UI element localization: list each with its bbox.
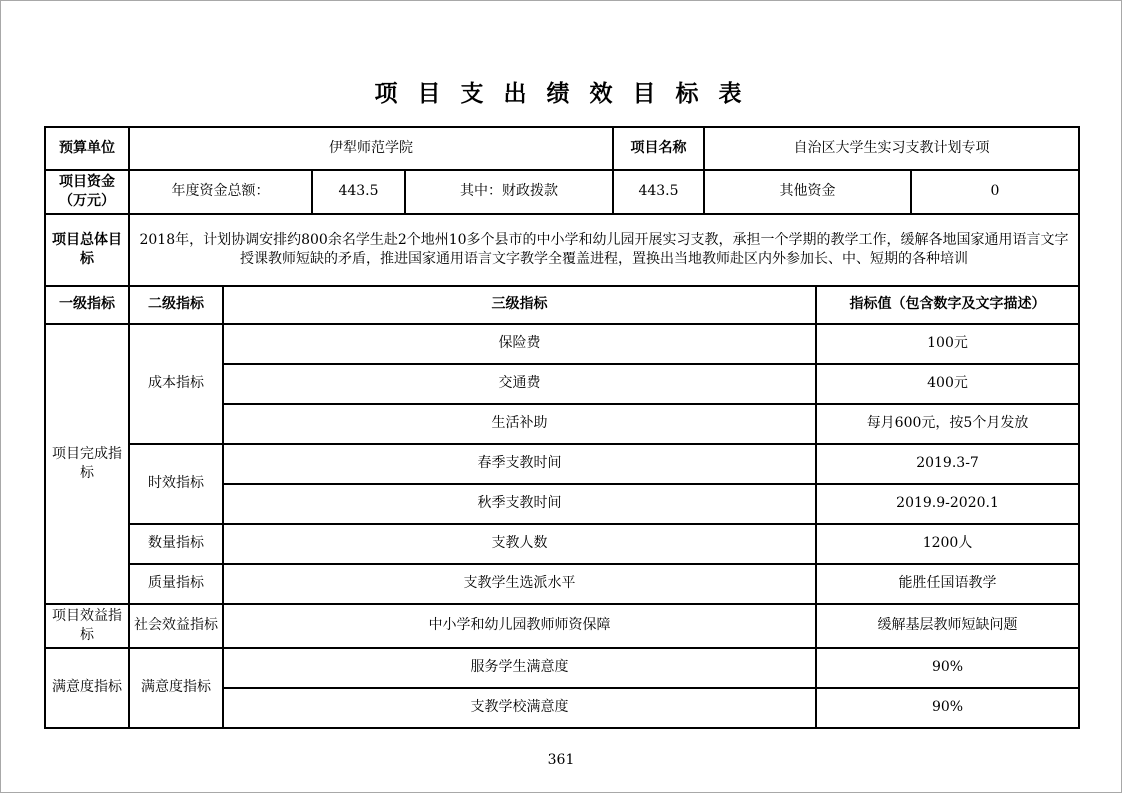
l2-quality: 质量指标 <box>129 564 223 604</box>
table-row <box>45 564 1079 604</box>
table-row <box>45 444 1079 484</box>
project-name-label: 项目名称 <box>613 127 704 170</box>
l2-satisfaction: 满意度指标 <box>129 648 223 728</box>
value-school-satisfaction: 90% <box>816 688 1079 728</box>
l3-student-selection-level: 支教学生选派水平 <box>223 564 816 604</box>
l3-teaching-headcount: 支教人数 <box>223 524 816 564</box>
l3-student-satisfaction: 服务学生满意度 <box>223 648 816 688</box>
annual-total-label: 年度资金总额： <box>129 170 312 214</box>
l3-teacher-staffing-guarantee: 中小学和幼儿园教师师资保障 <box>223 604 816 648</box>
fiscal-allocation-label: 其中：财政拨款 <box>405 170 613 214</box>
project-funds-label: 项目资金（万元） <box>45 170 129 214</box>
l3-spring-teaching-time: 春季支教时间 <box>223 444 816 484</box>
table-row <box>45 324 1079 364</box>
l1-satisfaction: 满意度指标 <box>45 648 129 728</box>
table-row <box>45 170 1079 214</box>
page-number: 361 <box>547 752 575 768</box>
performance-target-table <box>44 126 1080 729</box>
table-row <box>45 127 1079 170</box>
table-row <box>45 214 1079 286</box>
l3-autumn-teaching-time: 秋季支教时间 <box>223 484 816 524</box>
l3-insurance-fee: 保险费 <box>223 324 816 364</box>
annual-total-value: 443.5 <box>312 170 405 214</box>
l3-school-satisfaction: 支教学校满意度 <box>223 688 816 728</box>
project-name-value: 自治区大学生实习支教计划专项 <box>704 127 1079 170</box>
value-teaching-headcount: 1200人 <box>816 524 1079 564</box>
header-value: 指标值（包含数字及文字描述） <box>816 286 1079 324</box>
value-teacher-staffing-guarantee: 缓解基层教师短缺问题 <box>816 604 1079 648</box>
header-level3: 三级指标 <box>223 286 816 324</box>
other-funds-label: 其他资金 <box>704 170 911 214</box>
table-row <box>45 604 1079 648</box>
l2-social-benefit: 社会效益指标 <box>129 604 223 648</box>
value-student-satisfaction: 90% <box>816 648 1079 688</box>
overall-goal-text: 2018年，计划协调安排约800余名学生赴2个地州10多个县市的中小学和幼儿园开展实习支教，承担一个学期的教学工作，缓解各地国家通用语言文字授课教师短缺的矛盾，推进国家通用语言文字教学全覆盖进程，置换出当地教师赴区内外参加长、中、短期的各种培训 <box>129 214 1079 286</box>
other-funds-value: 0 <box>911 170 1079 214</box>
table-row <box>45 524 1079 564</box>
fiscal-allocation-value: 443.5 <box>613 170 704 214</box>
l1-project-completion: 项目完成指标 <box>45 324 129 604</box>
table-row <box>45 648 1079 688</box>
l1-project-benefit: 项目效益指标 <box>45 604 129 648</box>
header-level2: 二级指标 <box>129 286 223 324</box>
value-insurance-fee: 100元 <box>816 324 1079 364</box>
l3-living-allowance: 生活补助 <box>223 404 816 444</box>
l2-quantity: 数量指标 <box>129 524 223 564</box>
value-autumn-teaching-time: 2019.9-2020.1 <box>816 484 1079 524</box>
value-spring-teaching-time: 2019.3-7 <box>816 444 1079 484</box>
page-title: 项 目 支 出 绩 效 目 标 表 <box>374 80 748 107</box>
budget-unit-value: 伊犁师范学院 <box>129 127 613 170</box>
value-living-allowance: 每月600元，按5个月发放 <box>816 404 1079 444</box>
l2-cost: 成本指标 <box>129 324 223 444</box>
l2-timeliness: 时效指标 <box>129 444 223 524</box>
l3-transport-fee: 交通费 <box>223 364 816 404</box>
indicator-header-row <box>45 286 1079 324</box>
value-student-selection-level: 能胜任国语教学 <box>816 564 1079 604</box>
overall-goal-label: 项目总体目标 <box>45 214 129 286</box>
value-transport-fee: 400元 <box>816 364 1079 404</box>
header-level1: 一级指标 <box>45 286 129 324</box>
budget-unit-label: 预算单位 <box>45 127 129 170</box>
